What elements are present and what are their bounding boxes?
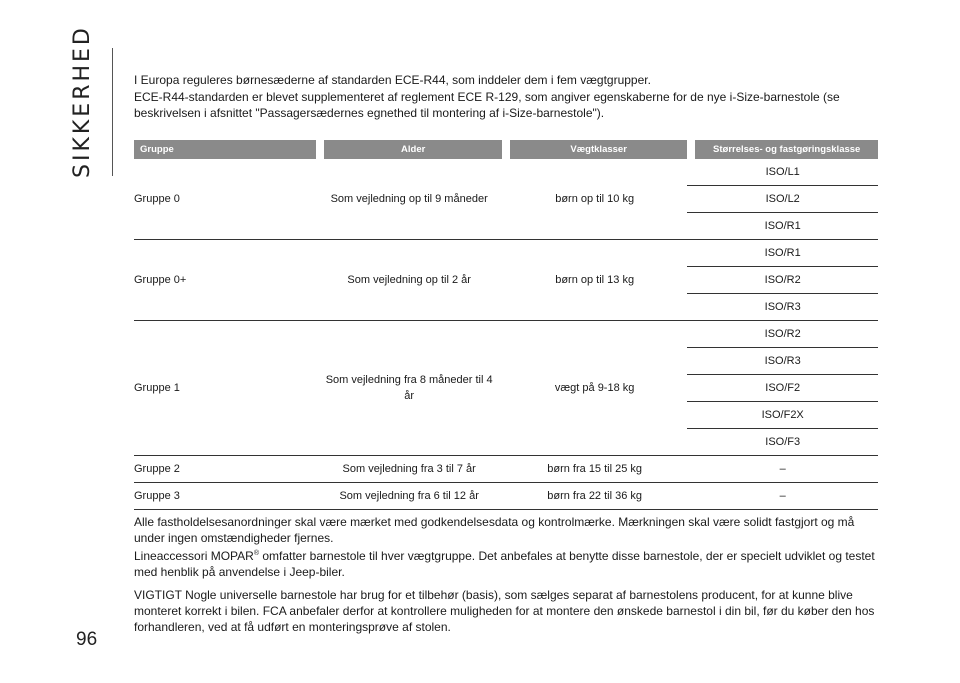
age-cell: Som vejledning op til 9 måneder — [316, 159, 501, 240]
mopar-note — [134, 546, 878, 580]
age-cell: Som vejledning op til 2 år — [316, 240, 501, 321]
age-cell: Som vejledning fra 8 måneder til 4 år — [316, 321, 501, 456]
important-note: VIGTIGT Nogle universelle barnestole har brug for et tilbehør (basis), som sælges separat af barnestolens producent, for at kunne blive monteret korrekt i bilen. FCA anbefaler derfor at kontrollere muligheden for at montere den ønskede barnestol i din bil, før du køber den hos forhandleren, ved at få udført en monteringsprøve af stolen. — [134, 588, 875, 634]
mopar-brand: Lineaccessori MOPAR — [134, 549, 254, 563]
weight-cell: børn op til 13 kg — [502, 240, 687, 321]
child-seat-groups-table — [134, 140, 878, 510]
class-cell: ISO/R1 — [687, 240, 878, 267]
weight-cell: vægt på 9-18 kg — [502, 321, 687, 456]
intro-paragraph-1: I Europa reguleres børnesæderne af standarden ECE-R44, som inddeler dem i fem vægtgrupper. — [134, 73, 651, 87]
table-row — [134, 456, 878, 483]
page-content — [134, 72, 878, 635]
class-cell: ISO/F3 — [687, 429, 878, 456]
group-cell: Gruppe 2 — [134, 456, 316, 483]
weight-cell: børn fra 22 til 36 kg — [502, 483, 687, 510]
class-cell: – — [687, 483, 878, 510]
class-cell: ISO/F2 — [687, 375, 878, 402]
age-cell: Som vejledning fra 3 til 7 år — [316, 456, 501, 483]
intro-paragraph-2: ECE-R44-standarden er blevet supplementeret af reglement ECE R-129, som angiver egenskaberne for de nye i-Size-barnestole (se beskrivelsen i afsnittet "Passagersædernes egnethed til montering af i-Size-barnestole"). — [134, 90, 840, 120]
header-age: Alder — [316, 140, 501, 159]
weight-cell: børn op til 10 kg — [502, 159, 687, 240]
header-group: Gruppe — [134, 140, 316, 159]
approval-note: Alle fastholdelsesanordninger skal være mærket med godkendelsesdata og kontrolmærke. Mærkningen skal være solidt fastgjort og må under ingen omstændigheder fjernes. — [134, 515, 855, 545]
class-cell: ISO/R3 — [687, 348, 878, 375]
intro — [134, 72, 878, 121]
group-cell: Gruppe 0+ — [134, 240, 316, 321]
registered-mark: ® — [253, 550, 259, 557]
class-cell: ISO/R2 — [687, 321, 878, 348]
class-cell: ISO/F2X — [687, 402, 878, 429]
class-cell: ISO/R2 — [687, 267, 878, 294]
class-cell: ISO/L2 — [687, 186, 878, 213]
class-cell: ISO/R3 — [687, 294, 878, 321]
class-cell: ISO/L1 — [687, 159, 878, 186]
table-row — [134, 240, 878, 267]
group-cell: Gruppe 0 — [134, 159, 316, 240]
weight-cell: børn fra 15 til 25 kg — [502, 456, 687, 483]
age-cell: Som vejledning fra 6 til 12 år — [316, 483, 501, 510]
table-row — [134, 159, 878, 186]
table-header-row — [134, 140, 878, 159]
page-number: 96 — [76, 629, 98, 650]
class-cell: ISO/R1 — [687, 213, 878, 240]
group-cell: Gruppe 3 — [134, 483, 316, 510]
header-size-class: Størrelses- og fastgøringsklasse — [687, 140, 878, 159]
mopar-note-text: omfatter barnestole til hver vægtgruppe. Det anbefales at benytte disse barnestole, der er specielt udviklet og testet med henblik på anvendelse i Jeep-biler. — [134, 549, 875, 579]
header-weight: Vægtklasser — [502, 140, 687, 159]
group-cell: Gruppe 1 — [134, 321, 316, 456]
section-divider — [112, 48, 113, 176]
table-row — [134, 321, 878, 348]
class-cell: – — [687, 456, 878, 483]
notes — [134, 514, 878, 635]
section-title: SIKKERHED — [70, 25, 95, 178]
table-row — [134, 483, 878, 510]
